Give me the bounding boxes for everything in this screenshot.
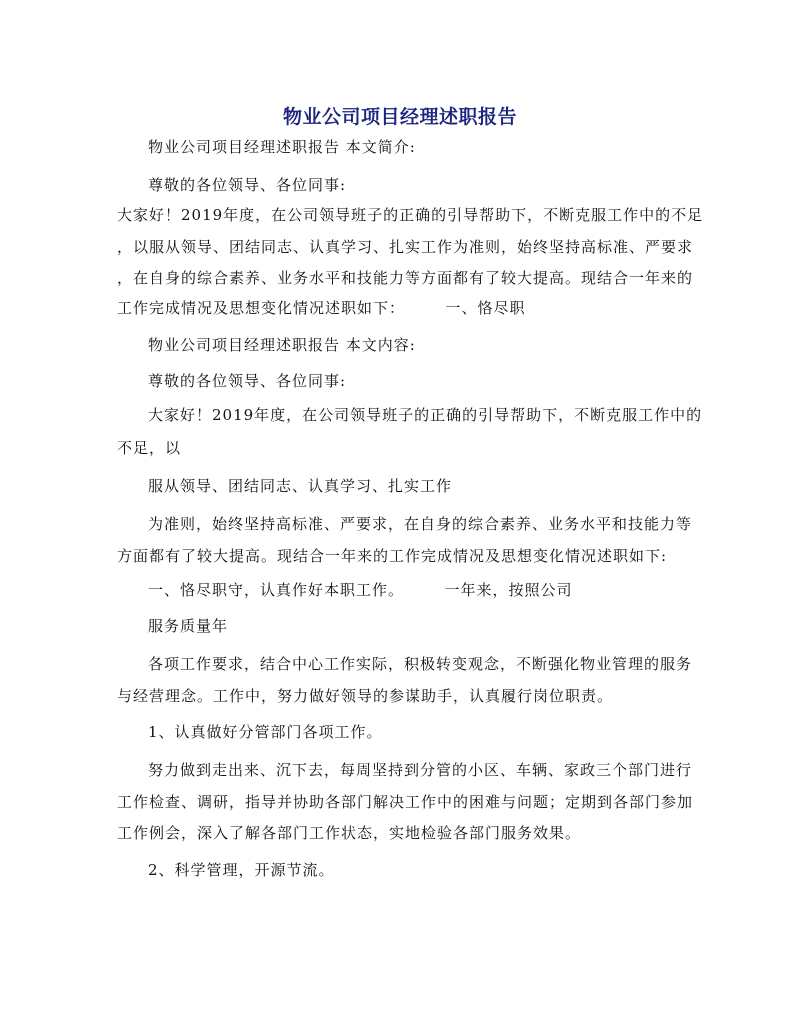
text-line: ，在自身的综合素养、业务水平和技能力等方面都有了较大提高。现结合一年来的 <box>117 269 694 287</box>
text-line: 1、认真做好分管部门各项工作。 <box>148 723 383 741</box>
text-line: 物业公司项目经理述职报告 本文简介: <box>148 138 416 156</box>
text-line: 尊敬的各位领导、各位同事: <box>148 176 347 194</box>
text-line: 工作检查、调研，指导并协助各部门解决工作中的困难与问题；定期到各部门参加 <box>117 793 694 811</box>
text-line: 服从领导、团结同志、认真学习、扎实工作 <box>148 477 453 495</box>
text-line: 与经营理念。工作中，努力做好领导的参谋助手，认真履行岗位职责。 <box>117 687 614 705</box>
text-line: 不足，以 <box>117 439 182 457</box>
text-line: 工作完成情况及思想变化情况述职如下： 一、恪尽职 <box>117 299 526 317</box>
text-line: 物业公司项目经理述职报告 本文内容: <box>148 336 416 354</box>
text-line: 2、科学管理，开源节流。 <box>148 861 335 879</box>
text-line: 一、恪尽职守，认真作好本职工作。 一年来，按照公司 <box>148 581 573 599</box>
text-line: 为准则，始终坚持高标准、严要求，在自身的综合素养、业务水平和技能力等 <box>148 515 693 533</box>
document-title: 物业公司项目经理述职报告 <box>282 106 517 128</box>
text-line: 方面都有了较大提高。现结合一年来的工作完成情况及思想变化情况述职如下: <box>117 547 668 565</box>
text-line: 工作例会，深入了解各部门工作状态，实地检验各部门服务效果。 <box>117 824 582 842</box>
text-line: 各项工作要求，结合中心工作实际，积极转变观念，不断强化物业管理的服务 <box>148 655 693 673</box>
text-line: ，以服从领导、团结同志、认真学习、扎实工作为准则，始终坚持高标准、严要求 <box>117 238 694 256</box>
text-line: 尊敬的各位领导、各位同事: <box>148 372 347 390</box>
text-line: 大家好！2019年度，在公司领导班子的正确的引导帮助下，不断克服工作中的不足 <box>117 206 704 224</box>
text-line: 大家好！2019年度，在公司领导班子的正确的引导帮助下，不断克服工作中的 <box>148 406 703 424</box>
text-line: 努力做到走出来、沉下去，每周坚持到分管的小区、车辆、家政三个部门进行 <box>148 761 693 779</box>
text-line: 服务质量年 <box>148 617 229 635</box>
